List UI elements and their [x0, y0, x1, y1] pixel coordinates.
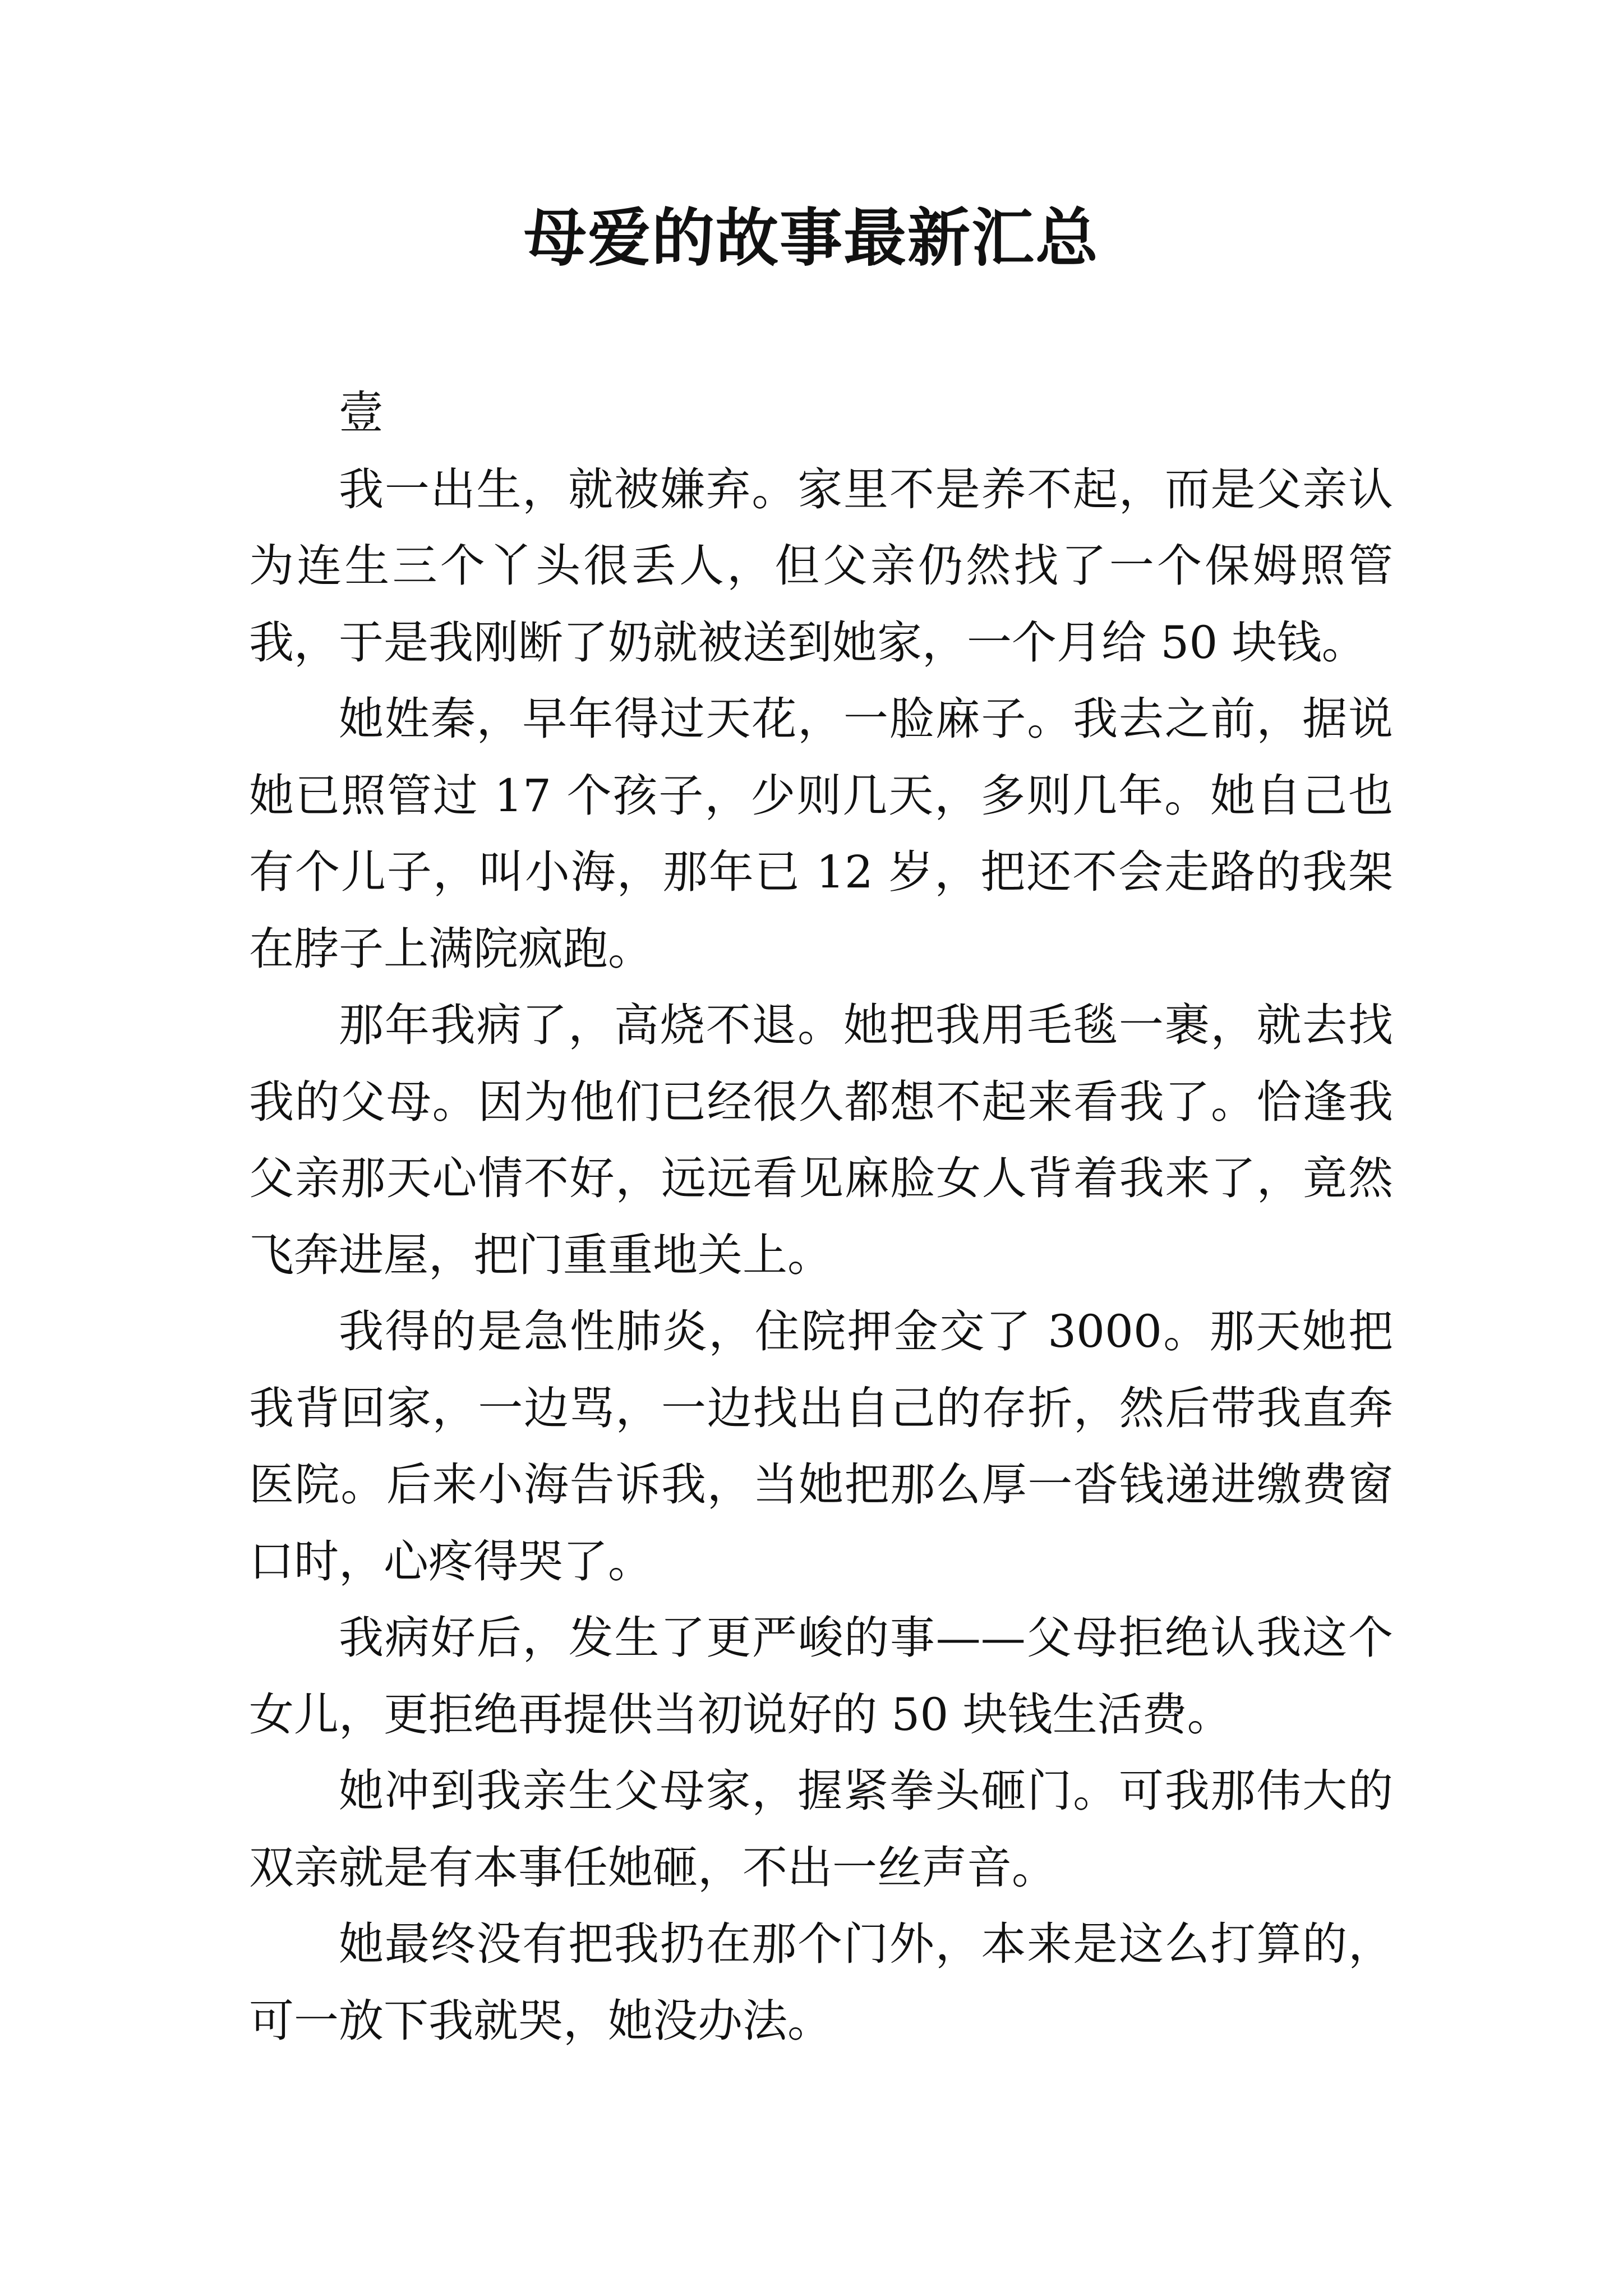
paragraph-5: 我病好后，发生了更严峻的事——父母拒绝认我这个女儿，更拒绝再提供当初说好的 50 块钱生活费。 — [249, 1612, 1393, 1741]
paragraph-3: 那年我病了，高烧不退。她把我用毛毯一裹，就去找我的父母。因为他们已经很久都想不起来看我了。恰逢我父亲那天心情不好，远远看见麻脸女人背着我来了，竟然飞奔进屋，把门重重地关上。 — [249, 999, 1393, 1281]
document-body — [249, 375, 1393, 2059]
paragraph-2: 她姓秦，早年得过天花，一脸麻子。我去之前，据说她已照管过 17 个孩子，少则几天，多则几年。她自己也有个儿子，叫小海，那年已 12 岁，把还不会走路的我架在脖子上满院疯跑。 — [249, 693, 1393, 975]
paragraph-4: 我得的是急性肺炎，住院押金交了 3000。那天她把我背回家，一边骂，一边找出自己的存折，然后带我直奔医院。后来小海告诉我，当她把那么厚一沓钱递进缴费窗口时，心疼得哭了。 — [249, 1305, 1393, 1588]
paragraph-7: 她最终没有把我扔在那个门外，本来是这么打算的，可一放下我就哭，她没办法。 — [249, 1918, 1393, 2047]
section-mark: 壹 — [339, 386, 384, 439]
paragraph-1: 我一出生，就被嫌弃。家里不是养不起，而是父亲认为连生三个丫头很丢人，但父亲仍然找了一个保姆照管我，于是我刚断了奶就被送到她家，一个月给 50 块钱。 — [249, 463, 1393, 669]
document-title: 母爱的故事最新汇总 — [524, 201, 1099, 275]
paragraph-6: 她冲到我亲生父母家，握紧拳头砸门。可我那伟大的双亲就是有本事任她砸，不出一丝声音。 — [249, 1765, 1393, 1894]
